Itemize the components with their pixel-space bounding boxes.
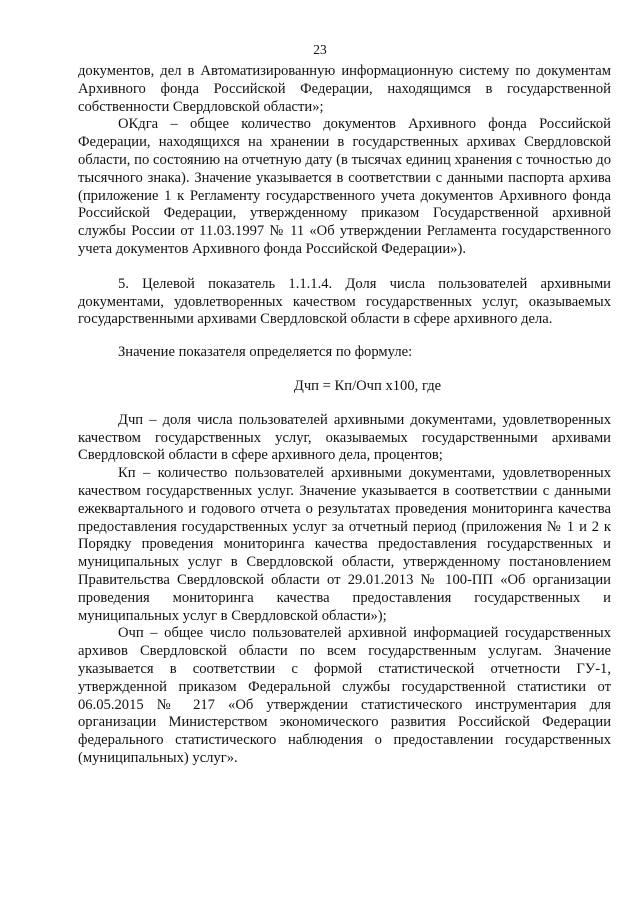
paragraph-target-indicator: 5. Целевой показатель 1.1.1.4. Доля числа пользователей архивными документами, удовлетворенных качеством государственных услуг, оказываемых государственными архивами Свердловской области в сфере архивного дела. xyxy=(78,275,611,328)
paragraph-kp-definition: Кп – количество пользователей архивными документами, удовлетворенных качеством государственных услуг. Значение указывается в соответствии с данными ежеквартального и годового отчета о результатах проведения мониторинга качества предоставления государственных услуг за отчетный период (приложения № 1 и 2 к Порядку проведения мониторинга качества предоставления государственных и муниципальных услуг в Свердловской области, утвержденному постановлением Правительства Свердловской области от 29.01.2013 № 100-ПП «Об организации проведения мониторинга качества предоставления государственных и муниципальных услуг в Свердловской области»); xyxy=(78,465,611,624)
paragraph-okdga-definition: ОКдга – общее количество документов Архивного фонда Российской Федерации, находящихся на хранении в государственных архивах Свердловской области, по состоянию на отчетную дату (в тысячах единиц хранения с точностью до тысячного знака). Значение указывается в соответствии с данными паспорта архива (приложение 1 к Регламенту государственного учета документов Архивного фонда Российской Федерации, утвержденному приказом Государственной архивной службы России от 11.03.1997 № 11 «Об утверждении Регламента государственного учета документов Архивного фонда Российской Федерации»). xyxy=(78,116,611,257)
page-number: 23 xyxy=(313,42,327,57)
document-body xyxy=(78,63,611,768)
paragraph-ochp-definition: Очп – общее число пользователей архивной информацией государственных архивов Свердловской области по всем государственным услугам. Значение указывается в соответствии с формой статистической отчетности ГУ-1, утвержденной приказом Федеральной службы государственной статистики от 06.05.2015 № 217 «Об утверждении статистического инструментария для организации Министерством экономического развития Российской Федерации федерального статистического наблюдения о предоставлении государственных (муниципальных) услуг». xyxy=(78,625,611,766)
formula: Дчп = Кп/Очп х100, где xyxy=(293,377,442,394)
paragraph-continuation: документов, дел в Автоматизированную информационную систему по документам Архивного фонда Российской Федерации, находящимся в государственной собственности Свердловской области»; xyxy=(78,63,611,115)
paragraph-formula-intro: Значение показателя определяется по формуле: xyxy=(118,344,413,361)
paragraph-dchp-definition: Дчп – доля числа пользователей архивными документами, удовлетворенных качеством государственных услуг, оказываемых государственными архивами Свердловской области в сфере архивного дела, процентов; xyxy=(78,411,611,464)
